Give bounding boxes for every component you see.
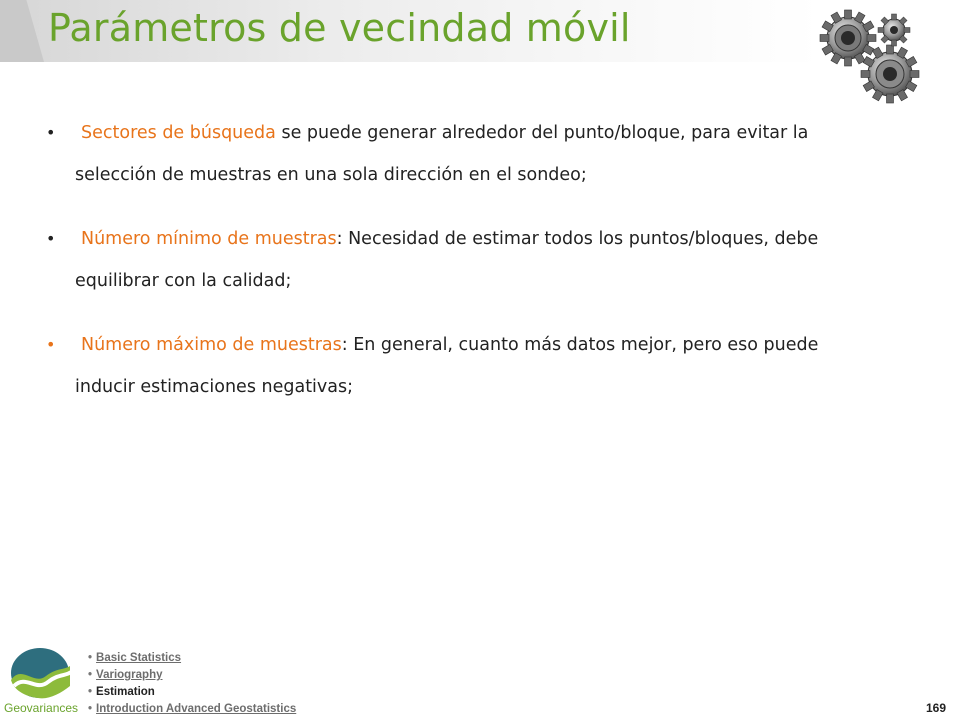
bullet-item (46, 324, 916, 408)
footer-nav-item: • Variography (88, 669, 163, 681)
page-title: Parámetros de vecindad móvil (48, 6, 631, 50)
bullet-text: : Necesidad de estimar todos los puntos/bloques, debe (336, 229, 819, 249)
gears-icon (818, 8, 924, 104)
footer-nav-item: • Introduction Advanced Geostatistics (88, 703, 297, 715)
bullet-dot: • (46, 123, 56, 142)
geovariances-logo (8, 646, 76, 700)
bullet-text: : En general, cuanto más datos mejor, pero eso puede (341, 335, 819, 355)
page-number: 169 (926, 701, 947, 715)
bullet-dot: • (46, 229, 56, 248)
bullet-text: se puede generar alrededor del punto/bloque, para evitar la (275, 123, 809, 143)
bullet-term: Número mínimo de muestras (81, 229, 337, 249)
nav-link-basic-statistics[interactable]: Basic Statistics (96, 652, 182, 664)
bullet-term: Sectores de búsqueda (81, 123, 276, 143)
nav-link-variography[interactable]: Variography (96, 669, 163, 681)
bullet-text-continued: selección de muestras en una sola dirección en el sondeo; (75, 165, 587, 185)
footer-nav-item: • Estimation (88, 686, 155, 698)
bullet-item (46, 112, 916, 196)
bullet-list (46, 112, 916, 430)
bullet-dot: • (46, 335, 56, 354)
bullet-text-continued: equilibrar con la calidad; (75, 271, 292, 291)
nav-link-introduction-advanced-geostatistics[interactable]: Introduction Advanced Geostatistics (96, 703, 297, 715)
footer-nav (88, 650, 296, 718)
bullet-text-continued: inducir estimaciones negativas; (75, 377, 354, 397)
bullet-item (46, 218, 916, 302)
nav-current-estimation: Estimation (96, 686, 155, 698)
logo-text: Geovariances (4, 701, 79, 715)
bullet-term: Número máximo de muestras (81, 335, 342, 355)
footer-nav-item: • Basic Statistics (88, 652, 182, 664)
